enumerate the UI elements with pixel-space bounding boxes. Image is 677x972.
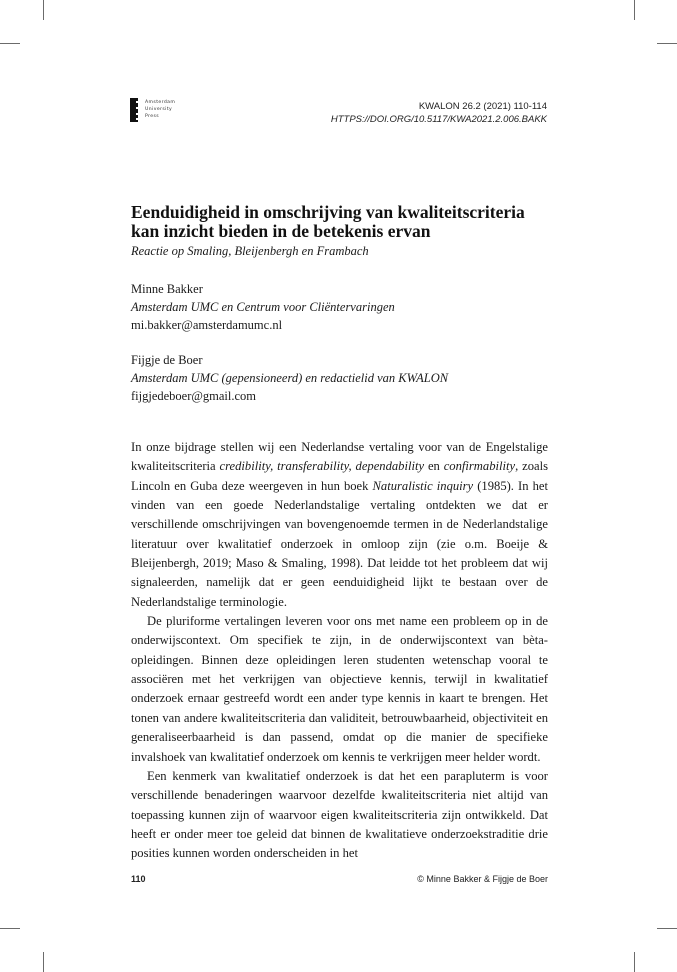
title-block xyxy=(131,203,551,259)
publisher-logo xyxy=(130,98,190,124)
logo-notch xyxy=(136,107,138,109)
article-title: Eenduidigheid in omschrijving van kwaliteitscriteria kan inzicht bieden in de betekenis ervan xyxy=(131,202,525,241)
article-subtitle: Reactie op Smaling, Bleijenbergh en Frambach xyxy=(131,244,369,258)
publisher-line: Amsterdam xyxy=(145,100,176,105)
book-title: Naturalistic inquiry xyxy=(372,478,474,493)
text-run: (1985). In het vinden van een goede Nederlandstalige vertaling ontdekten we dat er verschillende omschrijvingen van bovengenoemde termen in de Nederlandstalige literatuur over kwalitatief onderzoek in omloop zijn (zie o.m. Boeije & Bleijenbergh, 2019; Maso & Smaling, 1998). Dat leidde tot het probleem dat wij signaleerden, namelijk dat er geen eenduidigheid lijkt te bestaan over de Nederlandstalige terminologie. xyxy=(131,478,548,609)
article-body xyxy=(131,438,548,864)
paragraph: De pluriforme vertalingen leveren voor ons met name een probleem op in de onderwijscontext. Om specifiek te zijn, in de onderwijscontext van bèta-opleidingen. Binnen deze opleidingen leren studenten wetenschap vooral te associëren met het verkrijgen van objectieve kennis, terwijl in kwalitatief onderzoek ernaar gestreefd wordt een ander type kennis in kaart te brengen. Het tonen van andere kwaliteitscriteria dan validiteit, betrouwbaarheid, objectiviteit en generaliseerbaarheid is dan passend, omdat op die manier de specifieke invalshoek van kwalitatief onderzoek om kennis te verkrijgen meer helder wordt. xyxy=(131,614,548,764)
publisher-line: University xyxy=(145,107,173,112)
text-run: en xyxy=(424,459,444,474)
paragraph: Een kenmerk van kwalitatief onderzoek is dat het een parapluterm is voor verschillende benaderingen waarvoor dezelfde kwaliteitscriteria niet altijd van toepassing kunnen zijn of waarvoor eigen kwaliteitscriteria zijn ontwikkeld. Dat heeft er onder meer toe geleid dat binnen de kwalitatieve onderzoekstraditie drie posities kunnen worden onderscheiden in het xyxy=(131,768,548,861)
author-block xyxy=(131,280,395,334)
copyright-notice: © Minne Bakker & Fijgje de Boer xyxy=(417,874,548,884)
text-run: , zoals Lincoln en Guba deze weergeven in hun boek xyxy=(131,459,548,493)
author-email[interactable]: mi.bakker@amsterdamumc.nl xyxy=(131,318,283,332)
crop-mark-left-bottom xyxy=(0,928,20,929)
paragraph xyxy=(131,438,548,612)
crop-mark-top-left xyxy=(43,0,44,20)
text-run: In onze bijdrage stellen wij een Nederlandse vertaling voor van de Engelstalige kwaliteitscriteria xyxy=(131,440,548,474)
crop-mark-right-bottom xyxy=(657,928,677,929)
logo-notch xyxy=(136,113,138,115)
publisher-line: Press xyxy=(145,114,160,119)
crop-mark-bottom-right xyxy=(634,952,635,972)
crop-mark-top-right xyxy=(634,0,635,20)
crop-mark-right-top xyxy=(657,43,677,44)
author-name: Fijgje de Boer xyxy=(131,353,203,367)
page-number: 110 xyxy=(131,874,146,884)
journal-citation: KWALON 26.2 (2021) 110-114 xyxy=(418,101,547,112)
italic-terms: credibility, transferability, dependability xyxy=(219,459,425,474)
publisher-name xyxy=(145,99,175,120)
author-affiliation: Amsterdam UMC (gepensioneerd) en redactielid van KWALON xyxy=(131,371,449,385)
crop-mark-bottom-left xyxy=(43,952,44,972)
crop-mark-left-top xyxy=(0,43,20,44)
author-affiliation: Amsterdam UMC en Centrum voor Cliëntervaringen xyxy=(131,300,395,314)
running-head xyxy=(331,100,547,126)
logo-notch xyxy=(136,118,138,120)
italic-term: confirmability xyxy=(443,459,516,474)
author-block xyxy=(131,351,448,405)
author-name: Minne Bakker xyxy=(131,282,203,296)
logo-notch xyxy=(136,101,138,103)
doi-link[interactable]: HTTPS://DOI.ORG/10.5117/KWA2021.2.006.BAKK xyxy=(330,114,547,125)
author-email[interactable]: fijgjedeboer@gmail.com xyxy=(131,389,257,403)
